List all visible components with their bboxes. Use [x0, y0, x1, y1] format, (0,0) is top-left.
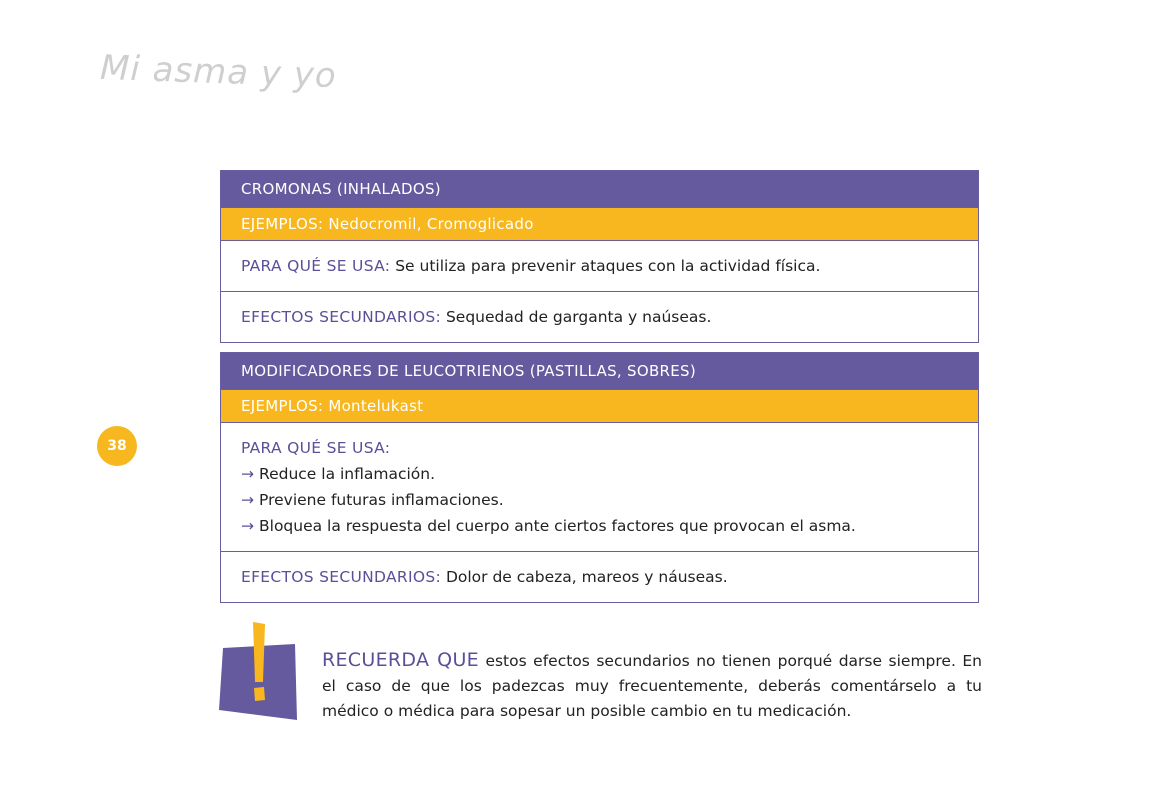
list-item — [241, 487, 958, 513]
use-text: Se utiliza para prevenir ataques con la actividad física. — [390, 257, 821, 275]
effects-label: EFECTOS SECUNDARIOS: — [241, 308, 442, 326]
card-header: MODIFICADORES DE LEUCOTRIENOS (PASTILLAS, SOBRES) — [221, 353, 978, 389]
effects-text: Dolor de cabeza, mareos y náuseas. — [441, 568, 728, 586]
card-effects-row — [221, 551, 978, 602]
list-item-text: Previene futuras inflamaciones. — [259, 491, 504, 509]
page-number-badge: 38 — [97, 426, 137, 466]
medication-card-leucotrienos — [220, 352, 979, 603]
exclamation-icon — [219, 620, 301, 720]
reminder-note — [322, 648, 982, 724]
reminder-lead: RECUERDA QUE — [322, 649, 479, 671]
card-use-row — [221, 241, 978, 291]
use-label: PARA QUÉ SE USA: — [241, 439, 391, 457]
use-label: PARA QUÉ SE USA: — [241, 257, 391, 275]
list-item — [241, 461, 958, 487]
medication-card-cromonas — [220, 170, 979, 343]
card-header: CROMONAS (INHALADOS) — [221, 171, 978, 207]
card-use-row — [221, 423, 978, 551]
arrow-right-icon: → — [241, 465, 254, 483]
page-title: Mi asma y yo — [99, 47, 338, 97]
arrow-right-icon: → — [241, 517, 254, 535]
list-item — [241, 513, 958, 539]
list-item-text: Reduce la inflamación. — [259, 465, 436, 483]
card-effects-row — [221, 291, 978, 342]
card-examples: EJEMPLOS: Nedocromil, Cromoglicado — [221, 207, 978, 241]
card-examples: EJEMPLOS: Montelukast — [221, 389, 978, 423]
effects-label: EFECTOS SECUNDARIOS: — [241, 568, 442, 586]
effects-text: Sequedad de garganta y naúseas. — [441, 308, 712, 326]
list-item-text: Bloquea la respuesta del cuerpo ante ciertos factores que provocan el asma. — [259, 517, 856, 535]
arrow-right-icon: → — [241, 491, 254, 509]
reminder-text: estos efectos secundarios no tienen porqué darse siempre. En el caso de que los padezcas muy frecuentemente, deberás comentárselo a tu médico o médica para sopesar un posible cambio en tu medicación. — [322, 652, 982, 720]
